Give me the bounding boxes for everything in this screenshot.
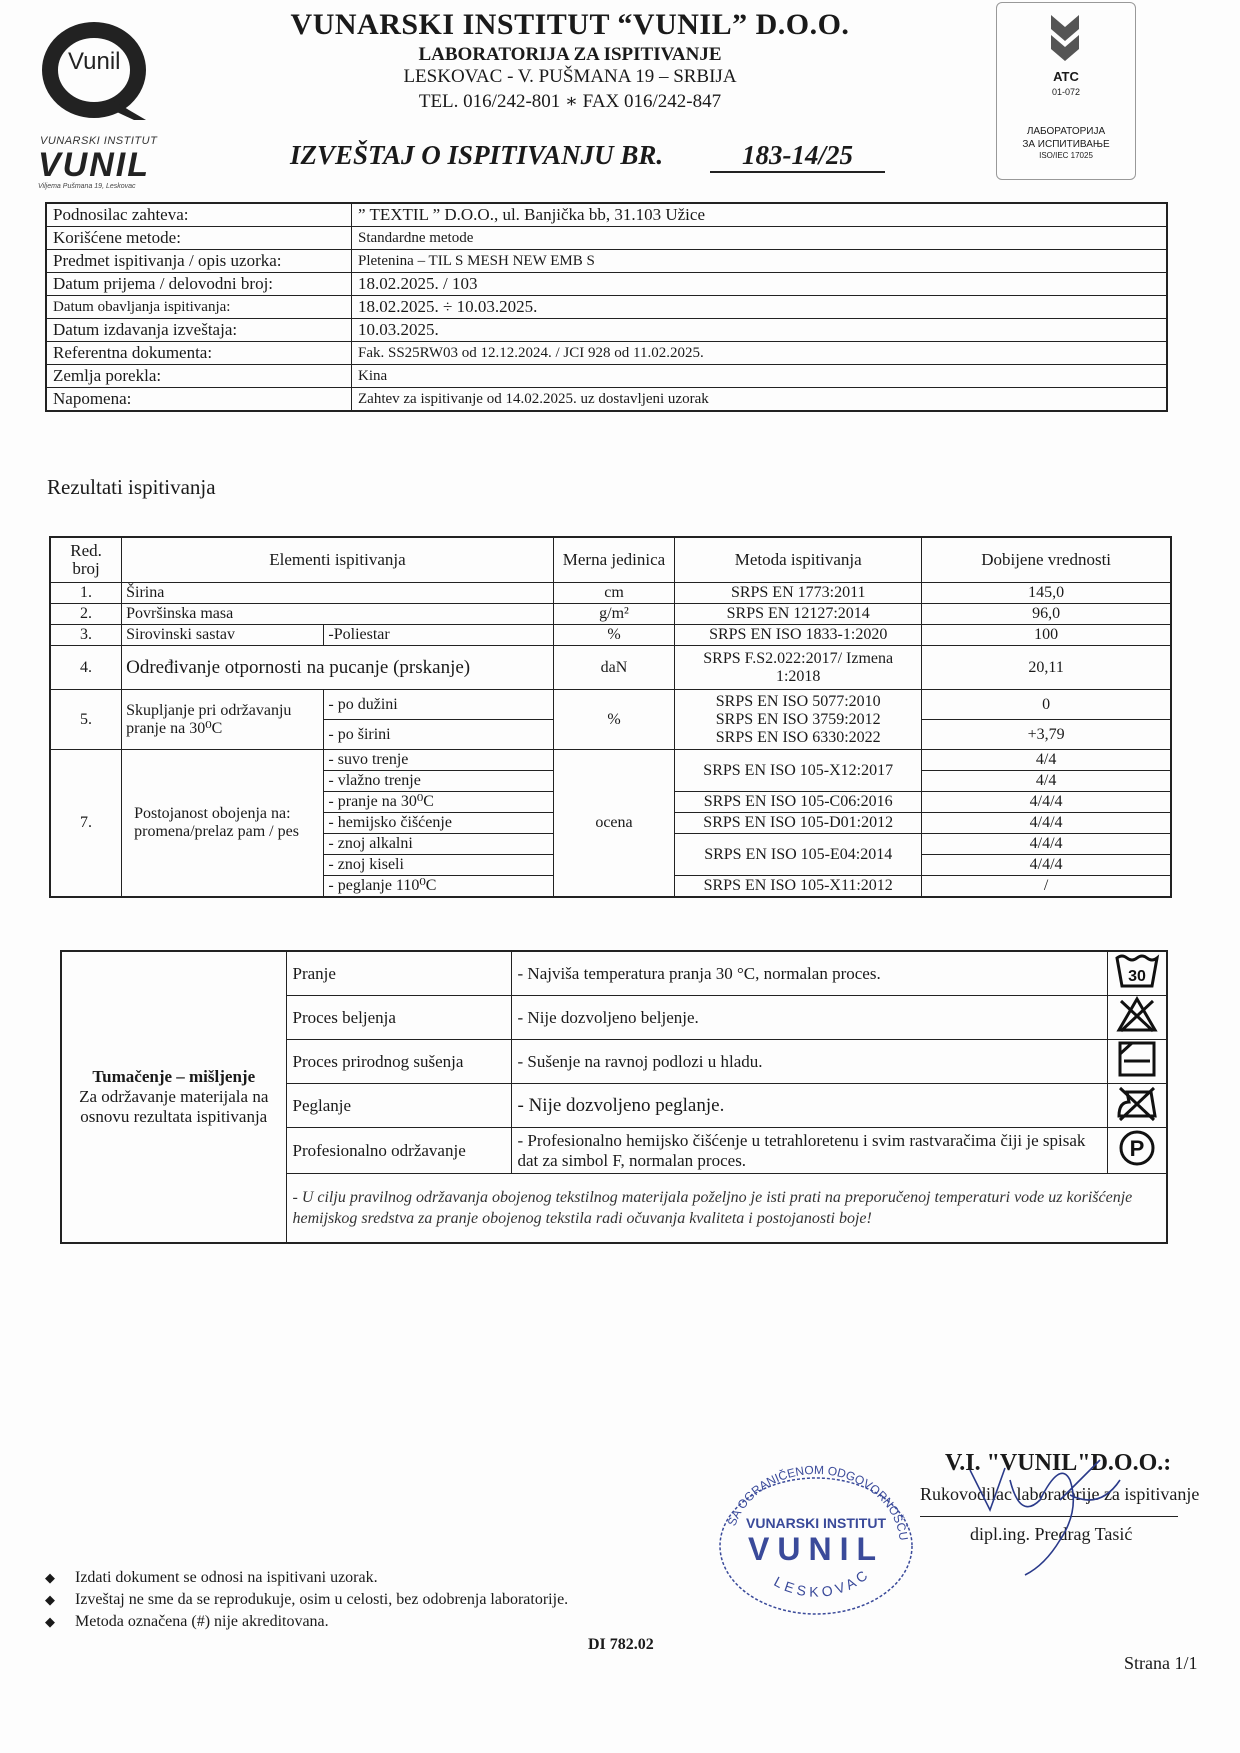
row-sub-element: - znoj kiseli [324, 855, 553, 876]
row-sub-element: - peglanje 110⁰C [324, 876, 553, 898]
row-method: SRPS EN ISO 1833-1:2020 [675, 625, 922, 646]
row-sub-element: - suvo trenje [324, 750, 553, 771]
row-unit: % [553, 690, 674, 750]
stamp-institute-text: VUNARSKI INSTITUT [746, 1515, 886, 1531]
dry-clean-p-icon [1108, 1128, 1168, 1174]
row-no: 2. [50, 604, 122, 625]
row-value: 4/4/4 [922, 813, 1171, 834]
row-element: Sirovinski sastav [122, 625, 324, 646]
organization-address: LESKOVAC - V. PUŠMANA 19 – SRBIJA [403, 66, 737, 87]
laboratory-name: LABORATORIJA ZA ISPITIVANJE [418, 44, 722, 65]
row-method: SRPS F.S2.022:2017/ Izmena 1:2018 [675, 646, 922, 690]
page-number: Strana 1/1 [1124, 1653, 1198, 1673]
row-element: Postojanost obojenja na: promena/prelaz pam / pes [122, 750, 324, 898]
wash-30-icon [1108, 951, 1168, 996]
row-value: 0 [922, 690, 1171, 720]
row-value: 96,0 [922, 604, 1171, 625]
row-method: SRPS EN ISO 105-X12:2017 [675, 750, 922, 792]
row-value: 4/4 [922, 750, 1171, 771]
row-sub-element: - pranje na 30⁰C [324, 792, 553, 813]
header-elements: Elementi ispitivanja [122, 537, 554, 583]
info-label: Podnosilac zahteva: [46, 203, 352, 227]
atc-lab-line1: ЛАБОРАТОРИЈА [1026, 126, 1106, 137]
table-row [50, 604, 1171, 625]
table-row [50, 690, 1171, 720]
results-title: Rezultati ispitivanja [47, 475, 216, 499]
table-row [50, 646, 1171, 690]
footer-note-text: Izveštaj ne sme da se reprodukuje, osim u celosti, bez odobrenja laboratorije. [75, 1591, 569, 1608]
row-sub-element: - hemijsko čišćenje [324, 813, 553, 834]
footer-note [45, 1589, 568, 1611]
row-sub-element: - vlažno trenje [324, 771, 553, 792]
interpretation-table [60, 950, 1168, 1244]
method-line: SRPS EN ISO 3759:2012 [715, 710, 881, 728]
row-method: SRPS EN ISO 105-X11:2012 [675, 876, 922, 898]
info-row [46, 273, 1167, 296]
row-sub-element: - znoj alkalni [324, 834, 553, 855]
company-stamp-icon [710, 1448, 920, 1618]
organization-name: VUNARSKI INSTITUT “VUNIL” D.O.O. [290, 8, 850, 41]
info-label: Napomena: [46, 388, 352, 412]
footer-note [45, 1611, 568, 1633]
care-label: Proces beljenja [286, 996, 511, 1040]
header-method: Metoda ispitivanja [675, 537, 922, 583]
row-unit: g/m² [553, 604, 674, 625]
row-unit: daN [553, 646, 674, 690]
no-bleach-icon [1108, 996, 1168, 1040]
care-label: Pranje [286, 951, 511, 996]
care-value: - Sušenje na ravnoj podlozi u hladu. [511, 1040, 1108, 1084]
diamond-bullet-icon: ◆ [45, 1592, 55, 1607]
dry-clean-letter: P [1129, 1136, 1145, 1161]
footer-note-text: Izdati dokument se odnosi na ispitivani uzorak. [75, 1569, 378, 1586]
row-method: SRPS EN ISO 105-E04:2014 [675, 834, 922, 876]
row-sub-element: -Poliestar [324, 625, 553, 646]
info-label: Predmet ispitivanja / opis uzorka: [46, 250, 352, 273]
results-table [49, 536, 1172, 898]
row-method: SRPS EN ISO 105-D01:2012 [675, 813, 922, 834]
results-header-row [50, 537, 1171, 583]
row-value: 4/4 [922, 771, 1171, 792]
diamond-bullet-icon: ◆ [45, 1570, 55, 1585]
request-info-table [45, 202, 1168, 412]
table-row [50, 625, 1171, 646]
row-unit: % [553, 625, 674, 646]
row-method: SRPS EN ISO 105-C06:2016 [675, 792, 922, 813]
info-value: Kina [352, 365, 1168, 388]
report-title: IZVEŠTAJ O ISPITIVANJU BR. [290, 140, 664, 170]
footer-notes [45, 1567, 568, 1633]
info-value: Zahtev za ispitivanje od 14.02.2025. uz dostavljeni uzorak [352, 388, 1168, 412]
row-method [675, 690, 922, 750]
care-note: - U cilju pravilnog održavanja obojenog tekstilnog materijala poželjno je isti prati na preporučenoj temperaturi vode uz korišćenje hemijskog sredstva za pranje obojenog tekstila radi očuvanja kvaliteta i postojanosti boje! [286, 1174, 1167, 1244]
row-no: 3. [50, 625, 122, 646]
interpretation-title: Tumačenje – mišljenje [92, 1067, 256, 1086]
report-number: 183-14/25 [710, 140, 885, 173]
logo-wordmark: VUNIL [38, 146, 150, 184]
stamp-arc-text: SA OGRANIČENOM ODGOVORNOŠĆU [724, 1462, 911, 1542]
row-value: 20,11 [922, 646, 1171, 690]
stamp-vunil-text: VUNIL [748, 1531, 884, 1567]
signature-role: Rukovodilac laboratorije za ispitivanje [920, 1484, 1200, 1504]
row-unit: ocena [553, 750, 674, 898]
info-label: Datum obavljanja ispitivanja: [46, 296, 352, 319]
atc-code: ATC [1053, 69, 1079, 84]
signature-name: dipl.ing. Predrag Tasić [970, 1524, 1133, 1544]
row-element: Površinska masa [122, 604, 554, 625]
logo-address: Viljema Pušmana 19, Leskovac [38, 183, 136, 190]
info-value: 18.02.2025. / 103 [352, 273, 1168, 296]
info-label: Datum izdavanja izveštaja: [46, 319, 352, 342]
row-value: / [922, 876, 1171, 898]
accreditation-badge [996, 2, 1136, 180]
header-values: Dobijene vrednosti [922, 537, 1171, 583]
handwritten-signature-icon [950, 1440, 1133, 1580]
stamp-city-text: LESKOVAC [771, 1564, 874, 1600]
care-label: Proces prirodnog sušenja [286, 1040, 511, 1084]
method-line: SRPS EN ISO 6330:2022 [715, 728, 881, 746]
row-value: 4/4/4 [922, 855, 1171, 876]
care-value: - Najviša temperatura pranja 30 °C, normalan proces. [511, 951, 1108, 996]
info-row [46, 250, 1167, 273]
row-sub-element: - po dužini [324, 690, 553, 720]
svg-text:LESKOVAC [771, 1565, 873, 1600]
care-value: - Nije dozvoljeno peglanje. [511, 1084, 1108, 1128]
info-value: 10.03.2025. [352, 319, 1168, 342]
row-value: 4/4/4 [922, 792, 1171, 813]
row-no: 4. [50, 646, 122, 690]
row-value: +3,79 [922, 720, 1171, 750]
interpretation-subtitle: Za održavanje materijala na osnovu rezultata ispitivanja [79, 1087, 269, 1126]
info-value: Fak. SS25RW03 od 12.12.2024. / JCI 928 od 11.02.2025. [352, 342, 1168, 365]
row-element: Širina [122, 583, 554, 604]
footer-note [45, 1567, 568, 1589]
info-row [46, 227, 1167, 250]
row-element: Skupljanje pri održavanju pranje na 30⁰C [122, 690, 324, 750]
row-value: 145,0 [922, 583, 1171, 604]
info-row [46, 296, 1167, 319]
method-line: SRPS EN ISO 5077:2010 [715, 692, 881, 710]
header-no: Red. broj [50, 537, 122, 583]
care-value: - Nije dozvoljeno beljenje. [511, 996, 1108, 1040]
info-row [46, 342, 1167, 365]
row-no: 1. [50, 583, 122, 604]
row-unit: cm [553, 583, 674, 604]
organization-contact: TEL. 016/242-801 ∗ FAX 016/242-847 [418, 91, 722, 112]
logo-subtitle: VUNARSKI INSTITUT [40, 135, 158, 147]
info-value: Pletenina – TIL S MESH NEW EMB S [352, 250, 1168, 273]
info-label: Referentna dokumenta: [46, 342, 352, 365]
info-value: ” TEXTIL ” D.O.O., ul. Banjička bb, 31.103 Užice [352, 203, 1168, 227]
info-value: Standardne metode [352, 227, 1168, 250]
atc-standard: ISO/IEC 17025 [1039, 151, 1093, 160]
care-value: - Profesionalno hemijsko čišćenje u tetrahloretenu i svim rastvaračima čiji je spisak dat za simbol F, normalan proces. [511, 1128, 1108, 1174]
wash-temp-label: 30 [1128, 968, 1146, 985]
info-row [46, 388, 1167, 412]
care-label: Profesionalno održavanje [286, 1128, 511, 1174]
info-label: Korišćene metode: [46, 227, 352, 250]
atc-lab-line2: ЗА ИСПИТИВАЊЕ [1022, 139, 1110, 150]
document-number: DI 782.02 [588, 1636, 654, 1653]
table-row [50, 583, 1171, 604]
logo-brand: Vunil [68, 48, 121, 75]
row-element: Određivanje otpornosti na pucanje (prskanje) [122, 646, 554, 690]
row-method: SRPS EN 1773:2011 [675, 583, 922, 604]
info-value: 18.02.2025. ÷ 10.03.2025. [352, 296, 1168, 319]
row-sub-element: - po širini [324, 720, 553, 750]
care-label: Peglanje [286, 1084, 511, 1128]
signature-company: V.I. "VUNIL"D.O.O.: [945, 1450, 1172, 1476]
info-row [46, 319, 1167, 342]
row-value: 4/4/4 [922, 834, 1171, 855]
header-unit: Merna jedinica [553, 537, 674, 583]
atc-logo-icon [1035, 11, 1095, 65]
no-iron-icon [1108, 1084, 1168, 1128]
atc-lab-text [997, 125, 1135, 151]
diamond-bullet-icon: ◆ [45, 1614, 55, 1629]
info-label: Zemlja porekla: [46, 365, 352, 388]
care-row [61, 951, 1167, 996]
interpretation-heading [61, 951, 286, 1243]
row-value: 100 [922, 625, 1171, 646]
row-no: 5. [50, 690, 122, 750]
footer-note-text: Metoda označena (#) nije akreditovana. [75, 1613, 329, 1630]
table-row [50, 750, 1171, 771]
flat-dry-shade-icon [1108, 1040, 1168, 1084]
info-row [46, 203, 1167, 227]
info-label: Datum prijema / delovodni broj: [46, 273, 352, 296]
atc-number: 01-072 [1051, 87, 1081, 97]
row-no: 7. [50, 750, 122, 898]
row-method: SRPS EN 12127:2014 [675, 604, 922, 625]
info-row [46, 365, 1167, 388]
